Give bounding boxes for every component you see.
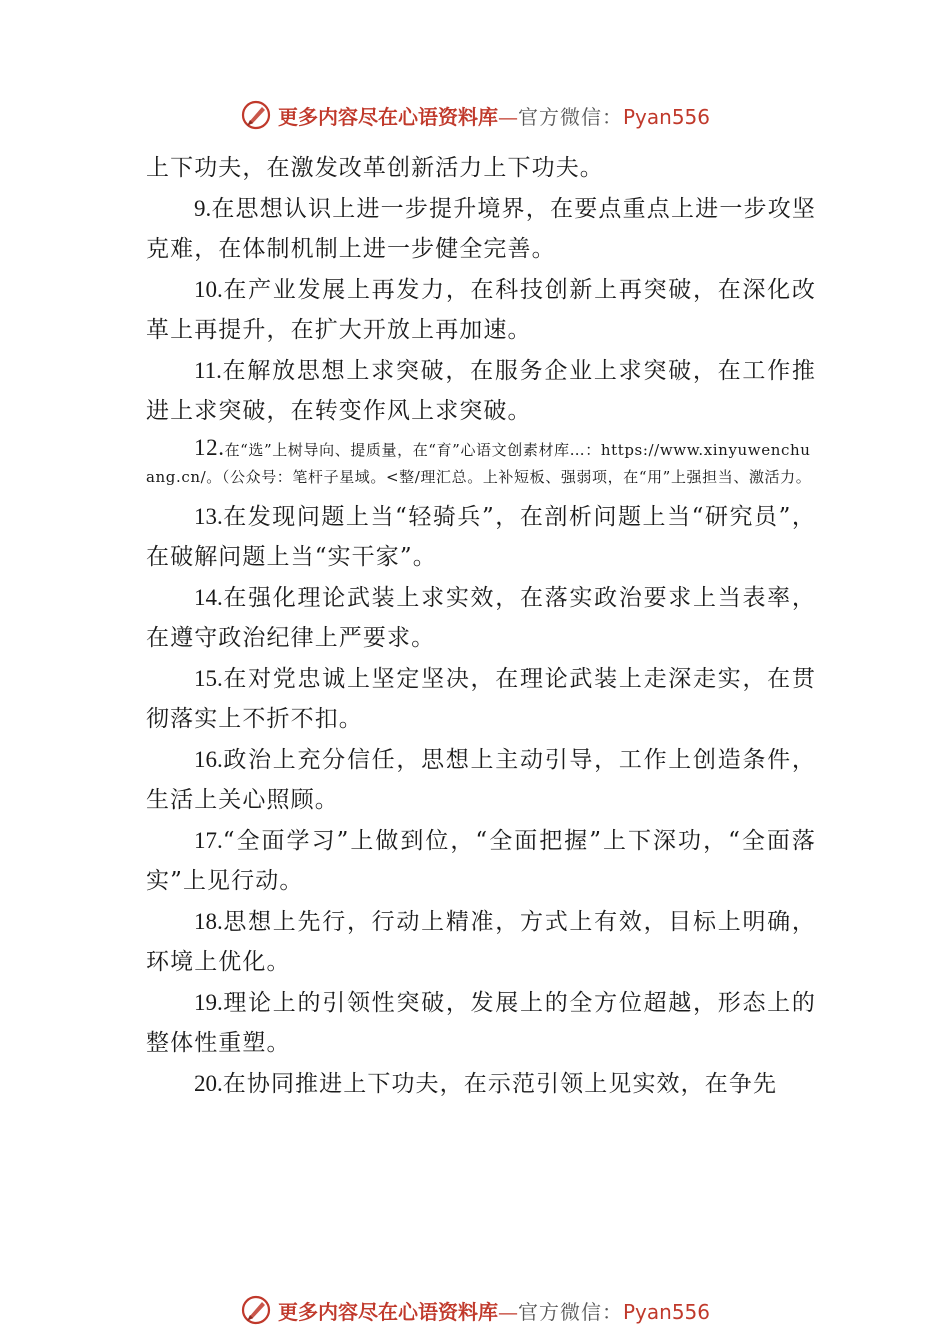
paragraph-text: 政治上充分信任，思想上主动引导，工作上创造条件，生活上关心照顾。 bbox=[146, 746, 816, 813]
item-number: 11. bbox=[194, 357, 222, 383]
small-paragraph-item bbox=[146, 434, 816, 491]
banner-label: 官方微信： bbox=[517, 1299, 623, 1324]
paragraph-item bbox=[146, 270, 816, 351]
item-number: 13. bbox=[194, 503, 223, 529]
document-body bbox=[146, 148, 816, 1104]
banner-dash: — bbox=[497, 104, 518, 129]
paragraph-text: 在解放思想上求突破，在服务企业上求突破，在工作推进上求突破，在转变作风上求突破。 bbox=[146, 357, 816, 424]
paragraph-text: “全面学习”上做到位，“全面把握”上下深功，“全面落实”上见行动。 bbox=[146, 827, 816, 894]
paragraph-item bbox=[146, 983, 816, 1064]
item-number: 18. bbox=[194, 908, 223, 934]
paragraph-item bbox=[146, 1064, 816, 1105]
paragraph-item bbox=[146, 497, 816, 578]
paragraph-item bbox=[146, 821, 816, 902]
banner-label: 官方微信： bbox=[517, 104, 623, 129]
header-banner bbox=[0, 95, 950, 135]
item-number: 9. bbox=[194, 195, 212, 221]
banner-id: Pyan556 bbox=[622, 104, 710, 129]
item-number: 17. bbox=[194, 827, 223, 853]
pen-logo-icon bbox=[240, 99, 272, 131]
paragraph-item bbox=[146, 578, 816, 659]
paragraph-text: 上下功夫，在激发改革创新活力上下功夫。 bbox=[146, 155, 604, 181]
paragraph-item bbox=[146, 659, 816, 740]
paragraph-text: 理论上的引领性突破，发展上的全方位超越，形态上的整体性重塑。 bbox=[146, 989, 816, 1056]
banner-text bbox=[278, 101, 710, 130]
paragraph-text: 在产业发展上再发力，在科技创新上再突破，在深化改革上再提升，在扩大开放上再加速。 bbox=[146, 276, 816, 343]
item-number: 12. bbox=[194, 434, 225, 460]
paragraph-text: 在协同推进上下功夫，在示范引领上见实效，在争先 bbox=[222, 1070, 778, 1097]
item-number: 10. bbox=[194, 276, 223, 302]
paragraph-text: 在对党忠诚上坚定坚决，在理论武装上走深走实，在贯彻落实上不折不扣。 bbox=[146, 665, 816, 732]
banner-dash: — bbox=[497, 1299, 518, 1324]
item-number: 19. bbox=[194, 989, 223, 1015]
paragraph-text: 在强化理论武装上求实效，在落实政治要求上当表率，在遵守政治纪律上严要求。 bbox=[146, 584, 816, 651]
pen-logo-icon bbox=[240, 1294, 272, 1326]
paragraph-item bbox=[146, 189, 816, 270]
paragraph-continued bbox=[146, 148, 816, 189]
paragraph-item bbox=[146, 902, 816, 983]
paragraph-item bbox=[146, 740, 816, 821]
footer-banner bbox=[0, 1290, 950, 1330]
item-number: 16. bbox=[194, 746, 223, 772]
item-number: 14. bbox=[194, 584, 223, 610]
paragraph-text: 在“选”上树导向、提质量，在“育”心语文创素材库…：https://www.xinyuwenchuang.cn/。（公众号：笔杆子星域。<整/理汇总。上补短板、强弱项，在“用”上强担当、激活力。 bbox=[146, 440, 812, 486]
paragraph-text: 在发现问题上当“轻骑兵”，在剖析问题上当“研究员”，在破解问题上当“实干家”。 bbox=[146, 503, 816, 570]
banner-id: Pyan556 bbox=[622, 1299, 710, 1324]
paragraph-text: 在思想认识上进一步提升境界，在要点重点上进一步攻坚克难，在体制机制上进一步健全完善。 bbox=[146, 195, 816, 262]
paragraph-item bbox=[146, 351, 816, 432]
banner-main: 更多内容尽在心语资料库 bbox=[277, 104, 498, 129]
banner-main: 更多内容尽在心语资料库 bbox=[277, 1299, 498, 1324]
banner-text bbox=[278, 1296, 710, 1325]
item-number: 15. bbox=[194, 665, 223, 691]
paragraph-text: 思想上先行，行动上精准，方式上有效，目标上明确，环境上优化。 bbox=[146, 908, 816, 975]
item-number: 20. bbox=[194, 1070, 223, 1096]
